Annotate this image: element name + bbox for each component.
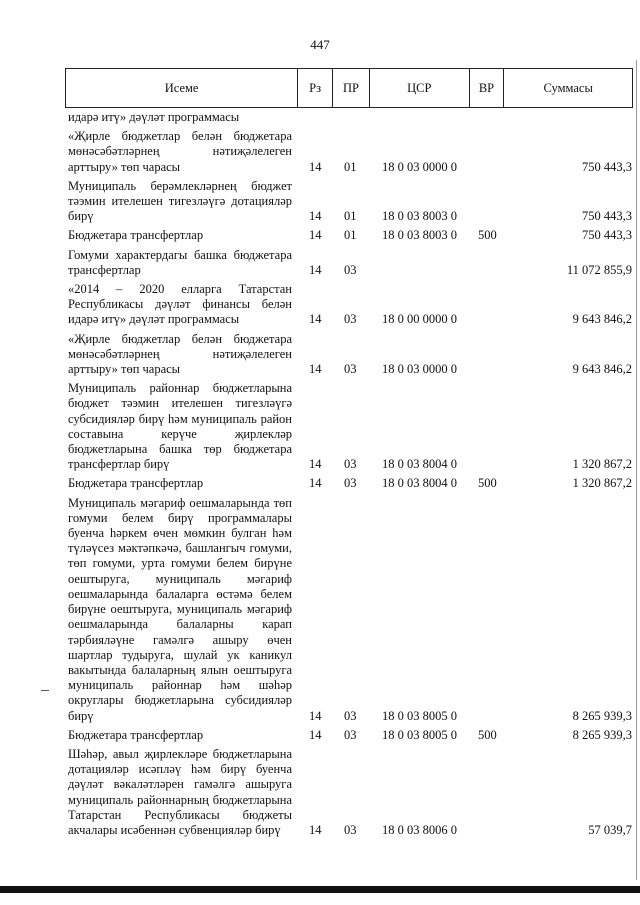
row-pr: 03 bbox=[344, 476, 357, 491]
row-name: Муниципаль берәмлекләрнең бюджет тәэмин ителешен тигезләүгә дотацияләр бирү bbox=[68, 178, 292, 224]
row-sum: 1 320 867,2 bbox=[572, 476, 632, 491]
row-name: Бюджетара трансфертлар bbox=[68, 476, 204, 491]
row-pr: 01 bbox=[344, 159, 357, 174]
row-pr: 03 bbox=[344, 312, 357, 327]
row-pr: 03 bbox=[344, 727, 357, 742]
row-rz: 14 bbox=[309, 727, 322, 742]
row-pr: 03 bbox=[344, 362, 357, 377]
row-name: Муниципаль мәгариф оешмаларында төп гомуми белем бирү программалары буенча һәркем өчен мөмкин булган һәм түләүсез мәктәпкәчә, башлангыч гомуми, төп гомуми, урта гомуми белем бирүне оештыруга, муниципаль мәгариф оешмаларында балаларга өстәмә белем бирүне оештыруга, муниципаль мәгариф оешмаларында балаларны карап тәрбияләүне гамәлгә ашыру өчен шартлар тудыруга, шулай ук каникул вакытында балаларның ялын оештыруга муниципаль районнар һәм шәһәр округлары бюджетларына субсидияләр бирү bbox=[68, 495, 292, 723]
row-rz: 14 bbox=[309, 159, 322, 174]
table-row bbox=[68, 179, 632, 225]
row-sum: 750 443,3 bbox=[582, 228, 632, 243]
row-csr: 18 0 03 8003 0 bbox=[382, 228, 457, 243]
row-sum: 1 320 867,2 bbox=[572, 457, 632, 472]
row-sum: 57 039,7 bbox=[588, 822, 632, 837]
row-pr: 03 bbox=[344, 262, 357, 277]
table-row bbox=[68, 332, 632, 378]
row-csr: 18 0 03 8004 0 bbox=[382, 457, 457, 472]
row-name: Бюджетара трансфертлар bbox=[68, 727, 204, 742]
page-number: 447 bbox=[310, 37, 330, 52]
row-pr: 01 bbox=[344, 209, 357, 224]
row-csr: 18 0 03 8005 0 bbox=[382, 708, 457, 723]
table-row bbox=[68, 747, 632, 838]
table-row bbox=[68, 381, 632, 472]
row-rz: 14 bbox=[309, 262, 322, 277]
table-row bbox=[68, 110, 632, 125]
scan-bottom-bar bbox=[0, 886, 640, 893]
row-vr: 500 bbox=[478, 228, 497, 243]
row-name: Муниципаль районнар бюджетларына бюджет тәэмин ителешен тигезләүгә субсидияләр бирү һәм муниципаль район составына керүче җирлекләр бюджетларына башка төр бюджетара трансфертлар бирү bbox=[68, 381, 292, 472]
header-csr: ЦСР bbox=[370, 69, 470, 107]
row-pr: 03 bbox=[344, 457, 357, 472]
row-csr: 18 0 03 8005 0 bbox=[382, 727, 457, 742]
row-csr: 18 0 03 0000 0 bbox=[382, 159, 457, 174]
row-rz: 14 bbox=[309, 228, 322, 243]
row-rz: 14 bbox=[309, 312, 322, 327]
row-name: Шәһәр, авыл җирлекләре бюджетларына дотацияләр исәплəү һәм бирү буенча дәүләт вәкаләтләрен гамәлгә ашыруга муниципаль районнарның бюджетларына Татарстан Республикасы бюджеты акчалары исәбеннән субвенцияләр бирү bbox=[68, 746, 292, 837]
row-sum: 750 443,3 bbox=[582, 209, 632, 224]
row-name: «2014 – 2020 елларга Татарстан Республикасы дәүләт финансы белән идарә итү» дәүләт программасы bbox=[68, 282, 292, 327]
row-name: «Җирле бюджетлар белән бюджетара мөнәсәбәтләрнең нәтиҗәлелеген арттыру» төп чарасы bbox=[68, 331, 292, 377]
row-csr: 18 0 03 8004 0 bbox=[382, 476, 457, 491]
row-sum: 9 643 846,2 bbox=[572, 362, 632, 377]
header-pr: ПР bbox=[333, 69, 370, 107]
scan-mark bbox=[41, 690, 49, 691]
header-vr: ВР bbox=[470, 69, 505, 107]
row-pr: 01 bbox=[344, 228, 357, 243]
row-name: Бюджетара трансфертлар bbox=[68, 228, 204, 243]
row-name: «Җирле бюджетлар белән бюджетара мөнәсәбәтләрнең нәтиҗәлелеген арттыру» төп чарасы bbox=[68, 129, 292, 174]
row-rz: 14 bbox=[309, 822, 322, 837]
row-vr: 500 bbox=[478, 727, 497, 742]
row-rz: 14 bbox=[309, 457, 322, 472]
header-name: Исеме bbox=[66, 69, 298, 107]
row-sum: 9 643 846,2 bbox=[572, 312, 632, 327]
row-pr: 03 bbox=[344, 708, 357, 723]
row-sum: 11 072 855,9 bbox=[566, 262, 632, 277]
table-row bbox=[68, 282, 632, 328]
row-sum: 750 443,3 bbox=[582, 159, 632, 174]
table-row bbox=[68, 476, 632, 491]
row-rz: 14 bbox=[309, 209, 322, 224]
table-row bbox=[68, 248, 632, 278]
row-rz: 14 bbox=[309, 476, 322, 491]
row-name: идарә итү» дәүләт программасы bbox=[68, 110, 240, 124]
row-sum: 8 265 939,3 bbox=[572, 708, 632, 723]
table-row bbox=[68, 228, 632, 243]
row-csr: 18 0 03 8006 0 bbox=[382, 822, 457, 837]
row-csr: 18 0 03 8003 0 bbox=[382, 209, 457, 224]
row-csr: 18 0 00 0000 0 bbox=[382, 312, 457, 327]
table-row bbox=[68, 728, 632, 743]
row-csr: 18 0 03 0000 0 bbox=[382, 362, 457, 377]
row-name: Гомуми характердагы башка бюджетара трансфертлар bbox=[68, 247, 292, 277]
table-body bbox=[68, 110, 632, 842]
table-row bbox=[68, 496, 632, 724]
table-row bbox=[68, 129, 632, 175]
table-header bbox=[65, 68, 633, 108]
scan-edge-line bbox=[636, 60, 637, 880]
row-rz: 14 bbox=[309, 362, 322, 377]
header-sum: Суммасы bbox=[543, 80, 593, 95]
row-rz: 14 bbox=[309, 708, 322, 723]
row-vr: 500 bbox=[478, 476, 497, 491]
row-sum: 8 265 939,3 bbox=[572, 727, 632, 742]
row-pr: 03 bbox=[344, 822, 357, 837]
header-rz: Рз bbox=[298, 69, 333, 107]
